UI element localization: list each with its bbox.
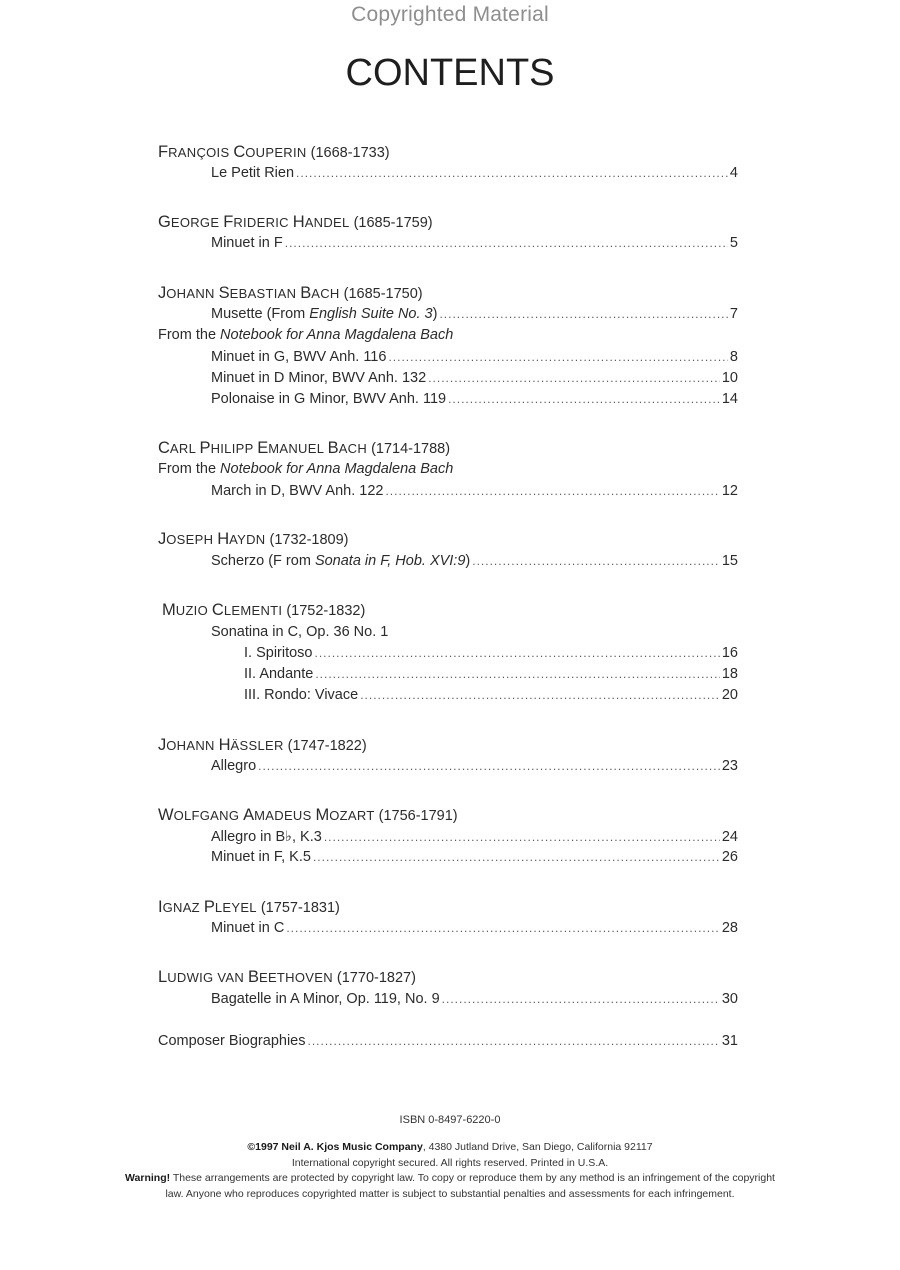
toc-entry[interactable]: Minuet in F, K.5 ..... 26 — [211, 846, 738, 868]
toc-entry[interactable]: Musette (From English Suite No. 3) ..... 7 — [211, 303, 738, 325]
warning-line-2: law. Anyone who reproduces copyrighted matter is subject to substantial penalties and assessments for each infringement. — [165, 1188, 735, 1200]
page-number: 4 — [729, 165, 738, 181]
page-number: 28 — [721, 920, 738, 936]
toc-entry[interactable]: Bagatelle in A Minor, Op. 119, No. 9 ..... 30 — [211, 988, 738, 1010]
page-number: 15 — [721, 553, 738, 569]
composer-couperin: FRANÇOIS COUPERIN (1668-1733) — [158, 143, 390, 161]
composer-haydn: JOSEPH HAYDN (1732-1809) — [158, 530, 349, 548]
page-number: 12 — [721, 483, 738, 499]
page-number: 8 — [729, 349, 738, 365]
collection-note: From the Notebook for Anna Magdalena Bach — [158, 461, 454, 477]
collection-note: From the Notebook for Anna Magdalena Bach — [158, 327, 454, 343]
warning-line: Warning! These arrangements are protected by copyright law. To copy or reproduce them by any method is an infringement of the copyright — [125, 1172, 775, 1184]
page-number: 30 — [721, 991, 738, 1007]
toc-entry-biographies[interactable]: Composer Biographies ..... 31 — [158, 1030, 738, 1052]
composer-hassler: JOHANN HÄSSLER (1747-1822) — [158, 736, 367, 754]
composer-beethoven: LUDWIG VAN BEETHOVEN (1770-1827) — [158, 968, 416, 986]
page-title: CONTENTS — [345, 52, 555, 94]
work-title: Sonatina in C, Op. 36 No. 1 — [211, 624, 389, 640]
page-number: 16 — [721, 645, 738, 661]
page-number: 26 — [721, 849, 738, 865]
toc-entry[interactable]: Minuet in F ..... 5 — [211, 232, 738, 254]
page-number: 23 — [721, 758, 738, 774]
page-number: 10 — [721, 370, 738, 386]
page-number: 7 — [729, 306, 738, 322]
toc-entry[interactable]: II. Andante ..... 18 — [244, 663, 738, 685]
toc-entry[interactable]: Le Petit Rien ..... 4 — [211, 162, 738, 184]
composer-cpe-bach: CARL PHILIPP EMANUEL BACH (1714-1788) — [158, 439, 451, 457]
composer-handel: GEORGE FRIDERIC HANDEL (1685-1759) — [158, 213, 433, 231]
page-number: 31 — [721, 1033, 738, 1049]
toc-entry[interactable]: Minuet in D Minor, BWV Anh. 132 ..... 10 — [211, 367, 738, 389]
page-number: 20 — [721, 687, 738, 703]
toc-entry[interactable]: Minuet in C ..... 28 — [211, 917, 738, 939]
watermark: Copyrighted Material — [351, 3, 549, 26]
toc-entry[interactable]: I. Spiritoso ..... 16 — [244, 642, 738, 664]
composer-mozart: WOLFGANG AMADEUS MOZART (1756-1791) — [158, 806, 458, 824]
toc-entry[interactable]: Scherzo (F rom Sonata in F, Hob. XVI:9) ..... 15 — [211, 550, 738, 572]
rights-line: International copyright secured. All rights reserved. Printed in U.S.A. — [291, 1157, 609, 1169]
toc-entry[interactable]: Minuet in G, BWV Anh. 116 ..... 8 — [211, 346, 738, 368]
toc-entry[interactable]: Polonaise in G Minor, BWV Anh. 119 ..... 14 — [211, 388, 738, 410]
isbn: ISBN 0-8497-6220-0 — [399, 1114, 501, 1126]
toc-entry[interactable]: March in D, BWV Anh. 122 ..... 12 — [211, 480, 738, 502]
copyright-line: ©1997 Neil A. Kjos Music Company, 4380 Jutland Drive, San Diego, California 92117 — [247, 1141, 653, 1153]
toc-entry[interactable]: III. Rondo: Vivace ..... 20 — [244, 684, 738, 706]
page-number: 24 — [721, 829, 738, 845]
composer-js-bach: JOHANN SEBASTIAN BACH (1685-1750) — [158, 284, 423, 302]
toc-entry[interactable]: Allegro in B♭, K.3 ..... 24 — [211, 826, 738, 848]
composer-pleyel: IGNAZ PLEYEL (1757-1831) — [158, 898, 340, 916]
page-number: 18 — [721, 666, 738, 682]
composer-clementi: MUZIO CLEMENTI (1752-1832) — [162, 601, 366, 619]
page-number: 14 — [721, 391, 738, 407]
page-number: 5 — [729, 235, 738, 251]
toc-entry[interactable]: Allegro ..... 23 — [211, 755, 738, 777]
